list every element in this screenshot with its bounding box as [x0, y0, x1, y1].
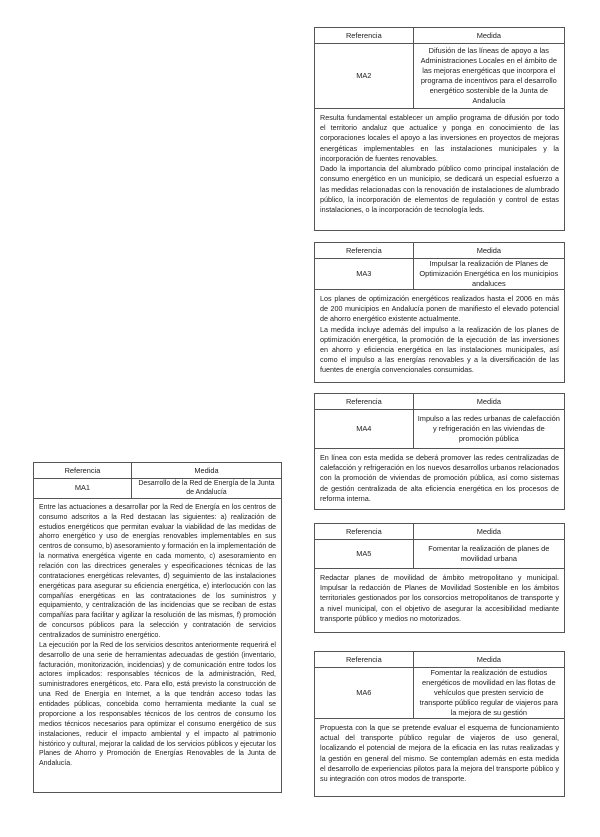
measure-description — [34, 499, 281, 773]
measure-description — [315, 569, 564, 628]
measure-card-ma6 — [314, 651, 565, 797]
header-referencia: Referencia — [315, 28, 413, 44]
description-paragraph: La medida incluye además del impulso a la realización de los planes de optimización energética, la promoción de la ejecución de las inversiones en ahorro y eficiencia energética en las instalaciones municipales, así como el impulso a las energías renovables y a la diversificación de las fuentes de energía convencionales consumidas. — [320, 324, 559, 375]
measure-title: Impulsar la realización de Planes de Optimización Energética en los municipios andaluces — [413, 259, 564, 290]
header-medida: Medida — [413, 394, 564, 410]
measure-card-ma3 — [314, 242, 565, 383]
measure-title: Difusión de las líneas de apoyo a las Administraciones Locales en el ámbito de las mejoras energéticas que incorpora el programa de incentivos para el desarrollo energético sostenible de la Junta de Andalucía — [413, 44, 564, 109]
header-referencia: Referencia — [315, 394, 413, 410]
measure-description — [315, 290, 564, 380]
header-medida: Medida — [413, 28, 564, 44]
header-referencia: Referencia — [315, 652, 413, 668]
description-paragraph: Resulta fundamental establecer un amplio programa de difusión por todo el territorio andaluz que actualice y ponga en conocimiento de las corporaciones locales el apoyo a las inversiones en proyectos de mejoras energéticas implementables en las instalaciones municipales y la incorporación de fuentes renovables. — [320, 113, 559, 163]
measure-ref: MA4 — [315, 410, 413, 449]
header-medida: Medida — [413, 652, 564, 668]
header-referencia: Referencia — [34, 463, 131, 479]
description-paragraph: La ejecución por la Red de los servicios descritos anteriormente requerirá el desarrollo de una serie de herramientas adecuadas de gestión (inventario, facturación, monitorización, incidencias) y de comunicación entre todos los actores implicados: responsables técnicos de la administración, Red, suministradores energéticos, etc. Para ello, está previsto la construcción de una Red de Energía en Internet, a la que tendrán acceso todas las entidades públicas, concebida como herramienta mediante la cual se proporcione a los responsables técnicos de los centros de consumo los medios técnicos necesarios para optimizar el consumo energético de sus instalaciones, reducir el impacto ambiental y el impacto al patrimonio histórico y cultural, mejorar la calidad de los servicios públicos y ejecutar los Planes de Ahorro y Promoción de Energías Renovables de la Junta de Andalucía. — [39, 641, 276, 768]
measure-card-ma2 — [314, 27, 565, 231]
header-medida: Medida — [413, 243, 564, 259]
measure-ref: MA2 — [315, 44, 413, 109]
header-referencia: Referencia — [315, 524, 413, 540]
measure-title: Impulso a las redes urbanas de calefacción y refrigeración en las viviendas de promoción pública — [413, 410, 564, 449]
measure-ref: MA3 — [315, 259, 413, 290]
measure-ref: MA5 — [315, 540, 413, 569]
measure-description — [315, 449, 564, 508]
header-medida: Medida — [131, 463, 281, 479]
measure-description — [315, 109, 564, 219]
description-paragraph: Los planes de optimización energéticos realizados hasta el 2006 en más de 200 municipios en Andalucía ponen de manifiesto el elevado potencial de ahorro energético existente actualmente. — [320, 293, 559, 324]
description-paragraph: En línea con esta medida se deberá promover las redes centralizadas de calefacción y refrigeración en los nuevos desarrollos urbanos relacionados con la promoción de viviendas de promoción pública, así como sistemas de gestión centralizada de alta eficiencia energética en los procesos de reforma interna. — [320, 453, 559, 503]
description-paragraph: Propuesta con la que se pretende evaluar el esquema de funcionamiento actual del transporte público regular de viajeros de uso general, localizando el potencial de mejora de la eficacia en las rutas realizadas y la gestión en general del mismo. Se contemplan además en esta medida el desarrollo de experiencias pilotos para la mejora del transporte público y su integración con otros modos de transporte. — [320, 723, 559, 784]
measure-card-ma5 — [314, 523, 565, 633]
measure-title: Fomentar la realización de planes de movilidad urbana — [413, 540, 564, 569]
measure-card-ma4 — [314, 393, 565, 510]
measure-ref: MA6 — [315, 668, 413, 719]
measure-description — [315, 719, 564, 788]
header-medida: Medida — [413, 524, 564, 540]
description-paragraph: Redactar planes de movilidad de ámbito metropolitano y municipal. Impulsar la redacción de Planes de Movilidad Sostenible en los ámbitos territoriales gestionados por los consorcios metropolitanos de transporte y a nivel municipal, con el objetivo de asegurar la accesibilidad mediante transporte público y medios no motorizados. — [320, 573, 559, 623]
description-paragraph: Dado la importancia del alumbrado público como principal instalación de consumo energético en un municipio, se dedicará un especial esfuerzo a las medidas relacionadas con la renovación de instalaciones de alumbrado público, la incorporación de elementos de regulación y control de estas instalaciones, o la incorporación de tecnología leds. — [320, 164, 559, 214]
measure-title: Desarrollo de la Red de Energía de la Junta de Andalucía — [131, 479, 281, 499]
description-paragraph: Entre las actuaciones a desarrollar por la Red de Energía en los centros de consumo adscritos a la Red destacan las siguientes: a) realización de estudios energéticos que permitan evaluar la viabilidad de las medidas de ahorro energético y uso de energías renovables implementables en sus centros de consumo, b) asesoramiento y formación en la implementación de la normativa energética vigente en cada momento, c) asesoramiento en relación con las directrices generales y especificaciones técnicas de las contrataciones energéticas relevantes, d) seguimiento de las instalaciones energéticas para asegurar su eficiencia energética, e) interlocución con las compañías energéticas en las contrataciones de los suministros y equipamiento, y centralización de las incidencias que se reciban de estas compañías para facilitar y agilizar la resolución de las mismas, f) promoción de concursos públicos para la selección y contratación de servicios centralizados de suministro energético. — [39, 503, 276, 640]
measure-ref: MA1 — [34, 479, 131, 499]
measure-title: Fomentar la realización de estudios energéticos de movilidad en las flotas de vehículos que presten servicio de transporte público regular de viajeros para la mejora de su gestión — [413, 668, 564, 719]
measure-card-ma1 — [33, 462, 282, 793]
header-referencia: Referencia — [315, 243, 413, 259]
